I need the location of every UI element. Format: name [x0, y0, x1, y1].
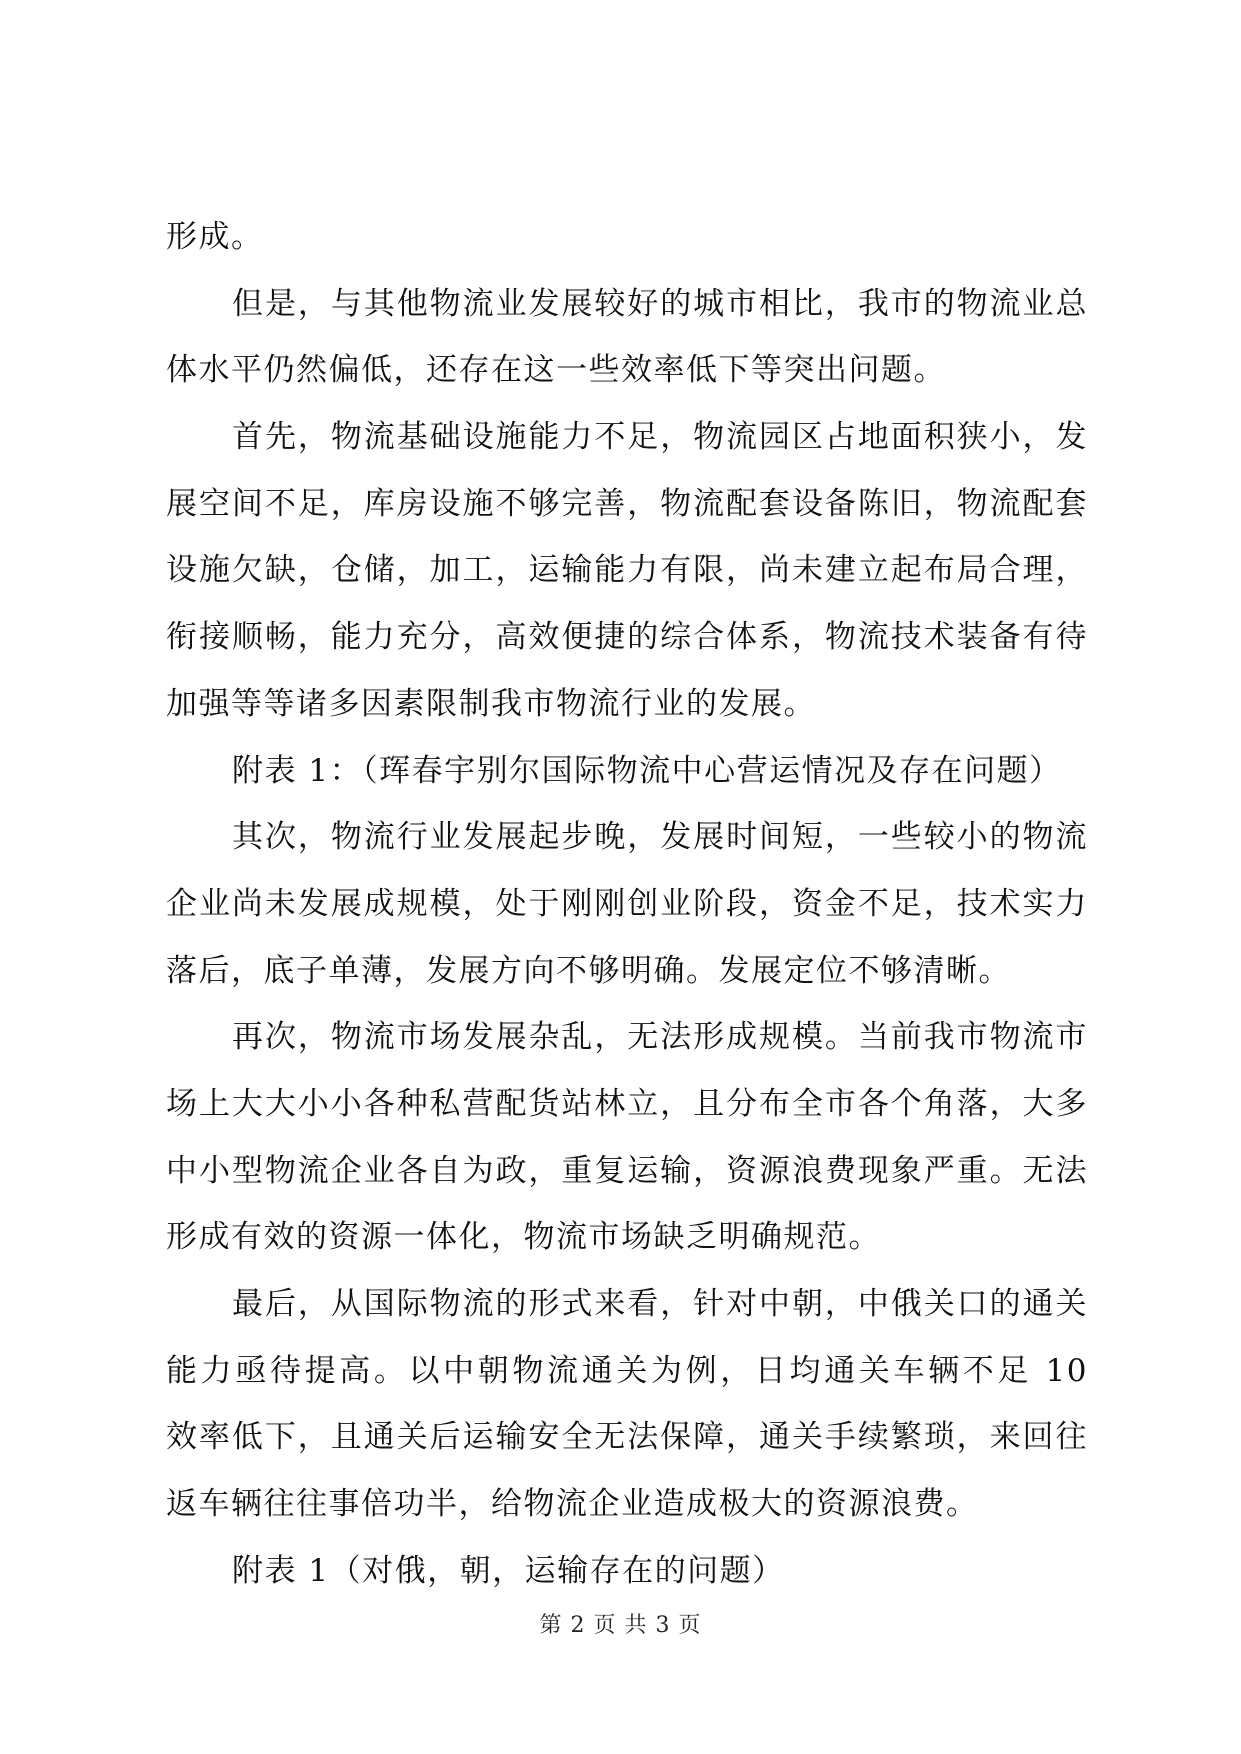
- text-line: 加强等等诸多因素限制我市物流行业的发展。: [166, 685, 816, 722]
- text-line: 衔接顺畅，能力充分，高效便捷的综合体系，物流技术装备有待: [166, 619, 1088, 656]
- text-line: 展空间不足，库房设施不够完善，物流配套设备陈旧，物流配套: [166, 485, 1088, 522]
- text-line: 落后，底子单薄，发展方向不够明确。发展定位不够清晰。: [166, 952, 1011, 989]
- text-line: 体水平仍然偏低，还存在这一些效率低下等突出问题。: [166, 352, 946, 389]
- text-line: 最后，从国际物流的形式来看，针对中朝，中俄关口的通关: [232, 1286, 1088, 1322]
- text-line: 场上大大小小各种私营配货站林立，且分布全市各个角落，大多: [166, 1085, 1088, 1122]
- text-line: 附表 1（对俄，朝，运输存在的问题）: [232, 1552, 785, 1589]
- page-footer: 第 2 页 共 3 页: [539, 1613, 702, 1638]
- text-line: 效率低下，且通关后运输安全无法保障，通关手续繁琐，来回往: [166, 1419, 1088, 1456]
- text-line: 再次，物流市场发展杂乱，无法形成规模。当前我市物流市: [232, 1019, 1088, 1056]
- text-line: 其次，物流行业发展起步晚，发展时间短，一些较小的物流: [232, 819, 1088, 856]
- text-line: 形成有效的资源一体化，物流市场缺乏明确规范。: [166, 1219, 881, 1256]
- text-line: 但是，与其他物流业发展较好的城市相比，我市的物流业总: [232, 285, 1088, 322]
- text-line: 企业尚未发展成规模，处于刚刚创业阶段，资金不足，技术实力: [166, 885, 1088, 922]
- text-line: 中小型物流企业各自为政，重复运输，资源浪费现象严重。无法: [166, 1152, 1088, 1189]
- document-body: [166, 204, 1088, 1604]
- text-line: 附表 1：（珲春宇别尔国际物流中心营运情况及存在问题）: [232, 752, 1062, 789]
- text-line: 形成。: [166, 219, 264, 255]
- text-line: 首先，物流基础设施能力不足，物流园区占地面积狭小，发: [232, 419, 1088, 456]
- text-line: 返车辆往往事倍功半，给物流企业造成极大的资源浪费。: [166, 1486, 979, 1523]
- text-line: 设施欠缺，仓储，加工，运输能力有限，尚未建立起布局合理，: [166, 552, 1088, 589]
- text-line: 能力亟待提高。以中朝物流通关为例，日均通关车辆不足 10: [166, 1352, 1088, 1389]
